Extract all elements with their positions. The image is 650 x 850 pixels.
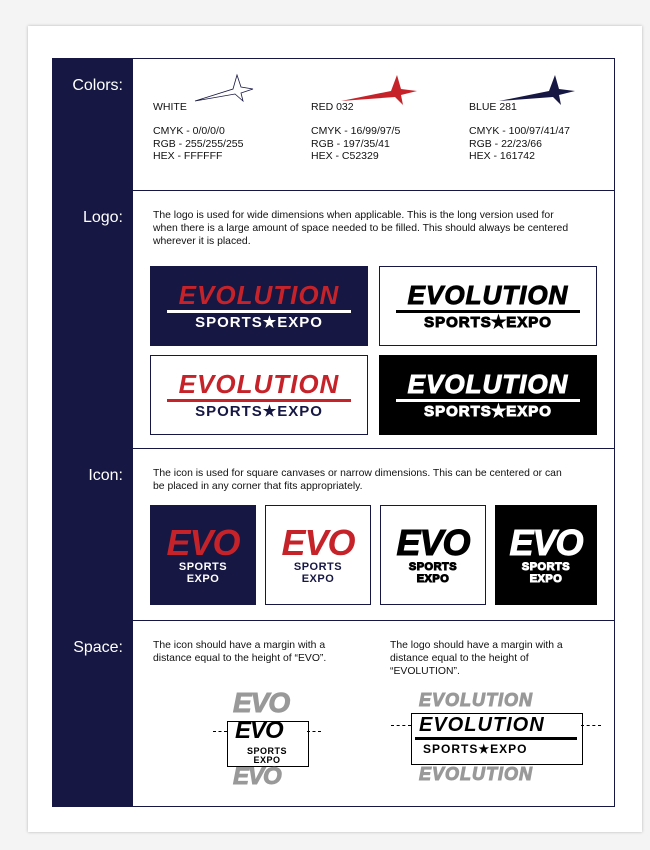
colors-label-bar (53, 59, 133, 190)
logo-sub: SPORTS★EXPO (423, 742, 528, 756)
logo-divider (415, 737, 577, 740)
swatch-white-cmyk: CMYK - 0/0/0/0 (153, 125, 225, 137)
swatch-red-cmyk: CMYK - 16/99/97/5 (311, 125, 401, 137)
icon-word: EVO (233, 687, 290, 718)
space-logo-note: The logo should have a margin with a distance equal to the height of “EVOLUTION”. (390, 640, 563, 677)
white-star-icon (193, 73, 255, 103)
swatch-blue-values (469, 125, 570, 163)
logo-content (133, 191, 614, 448)
logo-divider (167, 399, 351, 402)
icon-sub-2: EXPO (301, 573, 335, 585)
logo-section (53, 191, 614, 449)
space-label-bar (53, 621, 133, 806)
logo-divider (396, 310, 580, 313)
logo-variant-black (379, 355, 597, 435)
icon-word: EVO (509, 522, 583, 563)
icon-sub-2: EXPO (416, 573, 450, 585)
logo-variant-navy (150, 266, 368, 346)
swatch-red-values (311, 125, 400, 163)
swatch-white-rgb: RGB - 255/255/255 (153, 137, 244, 150)
logo-word: EVOLUTION (407, 369, 569, 399)
icon-sub-2: EXPO (253, 755, 281, 765)
space-icon-note: The icon should have a margin with a distance equal to the height of “EVO”. (153, 640, 327, 664)
logo-label: Logo: (82, 209, 123, 226)
logo-divider (167, 310, 351, 313)
logo-description: The logo is used for wide dimensions when applicable. This is the long version used for when there is a large amount of space needed to be filled. This should always be centered wherever it is placed. (153, 210, 569, 247)
icon-variant-black (495, 505, 597, 605)
swatch-blue-hex: HEX - 161742 (469, 150, 535, 162)
icon-sub-1: SPORTS (178, 561, 228, 573)
logo-variant-outline-white (379, 266, 597, 346)
icon-sub-2: EXPO (529, 573, 563, 585)
colors-content (133, 59, 614, 190)
icon-sub-1: SPORTS (246, 746, 287, 756)
icon-label-bar (53, 449, 133, 620)
icon-sub-1: SPORTS (521, 561, 571, 573)
swatch-white-hex: HEX - FFFFFF (153, 150, 223, 162)
icon-content (133, 449, 614, 620)
logo-word: EVOLUTION (178, 369, 340, 399)
colors-label: Colors: (72, 77, 123, 94)
logo-sub: SPORTS★EXPO (424, 403, 552, 420)
logo-divider (396, 399, 580, 402)
space-content (133, 621, 614, 806)
colors-section (53, 59, 614, 191)
icon-word: EVO (235, 717, 283, 744)
swatch-blue-cmyk: CMYK - 100/97/41/47 (469, 125, 570, 137)
logo-word: EVOLUTION (407, 280, 569, 310)
margin-arrow-left (391, 725, 411, 726)
swatch-red-name: RED 032 (311, 101, 354, 113)
swatch-red-rgb: RGB - 197/35/41 (311, 137, 390, 150)
logo-label-bar (53, 191, 133, 448)
logo-clearspace-diagram (391, 691, 601, 791)
icon-label: Icon: (88, 467, 123, 484)
logo-word: EVOLUTION (178, 280, 340, 310)
icon-word: EVO (281, 522, 355, 563)
icon-variant-outline-white (380, 505, 486, 605)
logo-word: EVOLUTION (419, 690, 534, 710)
icon-variant-navy (150, 505, 256, 605)
swatch-red-hex: HEX - C52329 (311, 150, 379, 162)
logo-sub: SPORTS★EXPO (195, 314, 323, 331)
swatch-white-name: WHITE (153, 101, 187, 113)
swatch-blue-rgb: RGB - 22/23/66 (469, 137, 542, 150)
icon-word: EVO (396, 522, 470, 563)
logo-sub: SPORTS★EXPO (195, 403, 323, 420)
logo-word: EVOLUTION (419, 764, 534, 784)
margin-arrow-left (213, 731, 227, 732)
icon-clearspace-diagram (213, 687, 325, 791)
icon-section (53, 449, 614, 621)
icon-sub-1: SPORTS (408, 561, 458, 573)
swatch-blue-name: BLUE 281 (469, 101, 517, 113)
icon-sub-2: EXPO (186, 573, 220, 585)
logo-variant-full-color-white (150, 355, 368, 435)
logo-sub: SPORTS★EXPO (424, 314, 552, 331)
logo-word: EVOLUTION (419, 714, 545, 736)
icon-description: The icon is used for square canvases or narrow dimensions. This can be centered or can be placed in any corner that fits appropriately. (153, 468, 562, 492)
icon-word: EVO (166, 522, 240, 563)
icon-word: EVO (233, 763, 281, 790)
margin-arrow-right (581, 725, 601, 726)
icon-sub-1: SPORTS (293, 561, 343, 573)
style-guide-frame (52, 58, 615, 807)
style-guide-sheet (28, 26, 642, 832)
swatch-white-values (153, 125, 243, 163)
space-section (53, 621, 614, 806)
icon-variant-full-color-white (265, 505, 371, 605)
space-label: Space: (73, 639, 123, 656)
margin-arrow-right (307, 731, 321, 732)
